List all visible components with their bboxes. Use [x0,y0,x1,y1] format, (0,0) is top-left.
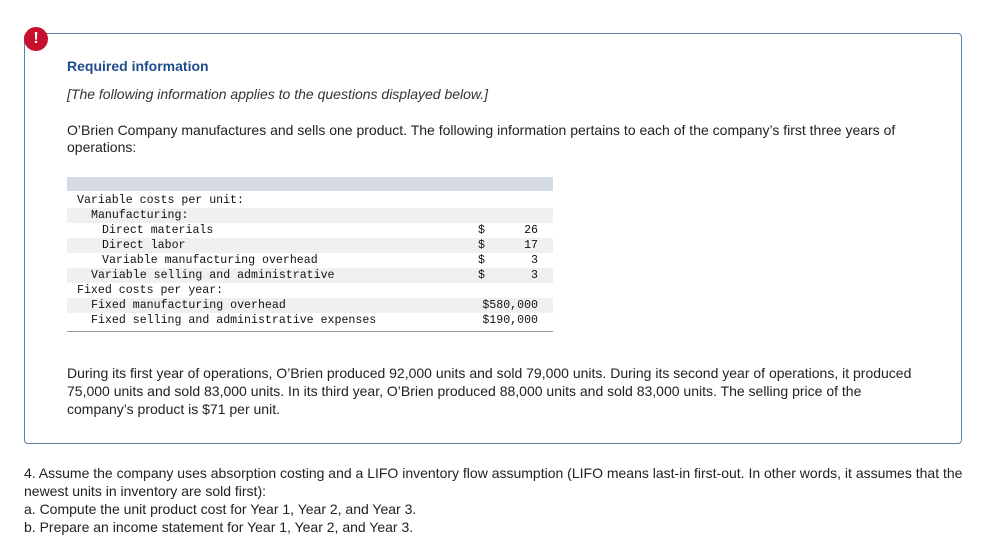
table-body [67,191,553,328]
row-label: Variable selling and administrative [91,269,335,282]
row-label: Manufacturing: [91,209,189,222]
table-bottom-rule [67,331,553,332]
required-information-title: Required information [67,58,209,74]
question-part-b: b. Prepare an income statement for Year 1, Year 2, and Year 3. [24,519,414,535]
row-label: Direct materials [102,224,214,237]
table-row [67,313,553,328]
required-information-subtitle: [The following information applies to the questions displayed below.] [67,86,489,102]
table-row [67,268,553,283]
cost-data-table [67,177,553,332]
operations-paragraph: During its first year of operations, O’Brien produced 92,000 units and sold 79,000 units. During its second year of operations, it produced 75,000 units and sold 83,000 units. In its third year, O’Brien produced 88,000 units and sold 83,000 units. The selling price of the company’s product is $71 per unit. [67,365,912,417]
row-value: 17 [524,239,538,252]
row-label: Variable manufacturing overhead [102,254,318,267]
row-label: Fixed costs per year: [77,284,224,297]
table-row [67,223,553,238]
table-row [67,208,553,223]
question-text: 4. Assume the company uses absorption costing and a LIFO inventory flow assumption (LIFO means last-in first-out. In other words, it assumes that the newest units in inventory are sold first): [24,465,963,499]
row-currency: $ [478,254,485,267]
question-block [24,464,964,536]
row-currency: $ [478,224,485,237]
row-currency: $ [478,269,485,282]
table-header-bar [67,177,553,191]
row-value: $580,000 [482,299,538,312]
table-row [67,298,553,313]
intro-text: O’Brien Company manufactures and sells one product. The following information pertains to each of the company’s first three years of operations: [67,122,896,155]
row-value: 3 [531,254,538,267]
row-label: Fixed manufacturing overhead [91,299,286,312]
row-label: Variable costs per unit: [77,194,244,207]
table-row [67,253,553,268]
question-part-a: a. Compute the unit product cost for Year 1, Year 2, and Year 3. [24,501,417,517]
row-currency: $ [478,239,485,252]
row-value: 3 [531,269,538,282]
row-value: $190,000 [482,314,538,327]
table-row [67,283,553,298]
row-label: Fixed selling and administrative expenses [91,314,377,327]
table-row [67,193,553,208]
row-label: Direct labor [102,239,186,252]
row-value: 26 [524,224,538,237]
alert-icon: ! [24,27,48,51]
table-row [67,238,553,253]
